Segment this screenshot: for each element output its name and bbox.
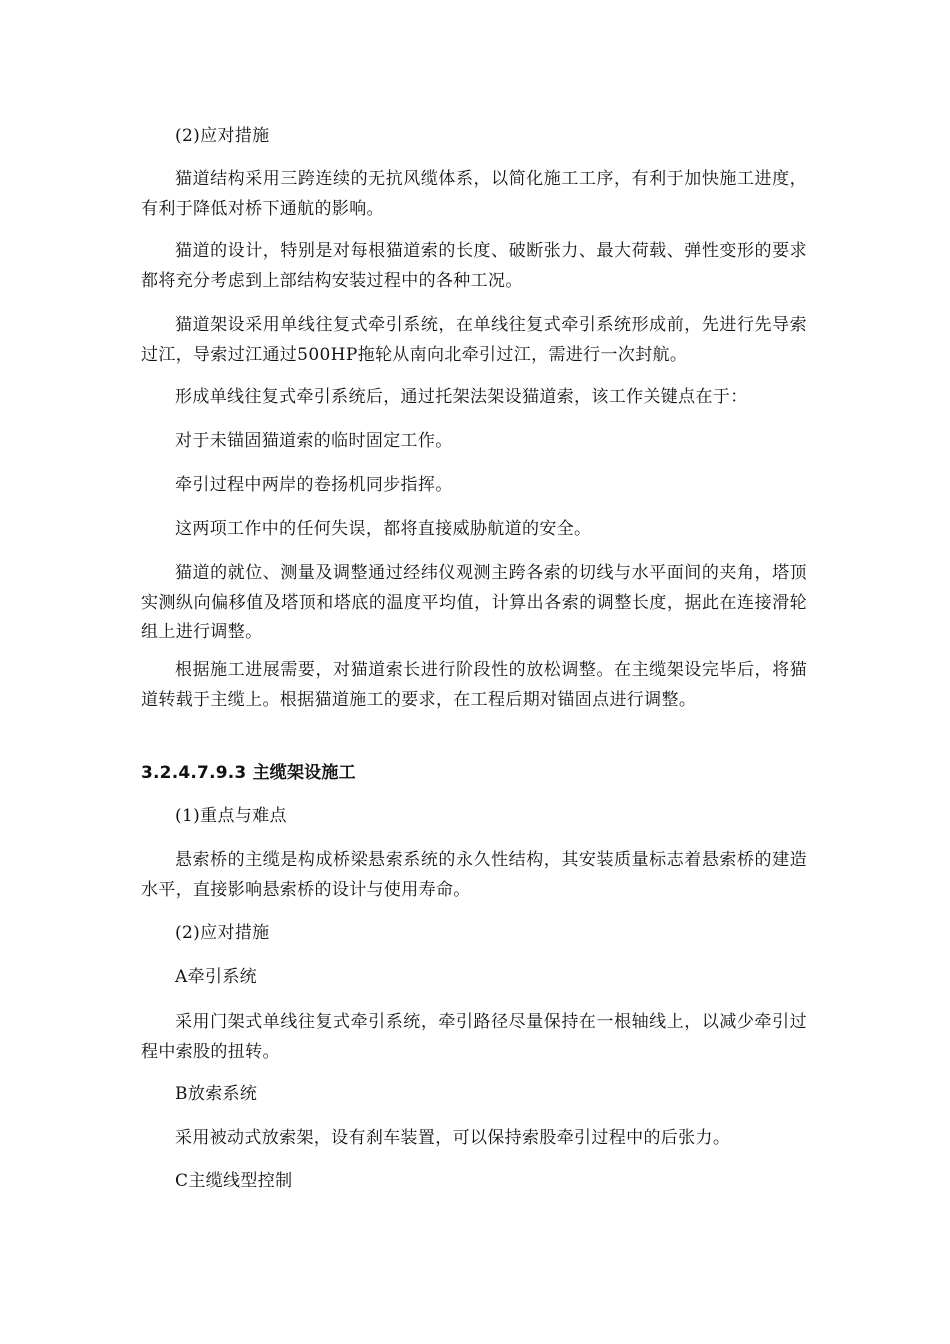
paragraph-unreeling-system: 采用被动式放索架，设有刹车装置，可以保持索股牵引过程中的后张力。 <box>175 1128 731 1148</box>
section-heading-main-cable: 3.2.4.7.9.3 主缆架设施工 <box>141 763 356 783</box>
paragraph-staged-relaxation: 根据施工进展需要，对猫道索长进行阶段性的放松调整。在主缆架设完毕后，将猫道转载于主缆上。根据猫道施工的要求，在工程后期对锚固点进行调整。 <box>141 660 807 710</box>
paragraph-traction-system-title: A牵引系统 <box>175 967 258 987</box>
paragraph-response-measures-2: (2)应对措施 <box>175 923 270 943</box>
paragraph-temporary-fixing: 对于未锚固猫道索的临时固定工作。 <box>175 431 453 451</box>
paragraph-catwalk-erection: 猫道架设采用单线往复式牵引系统，在单线往复式牵引系统形成前，先进行先导索过江，导索过江通过500HP拖轮从南向北牵引过江，需进行一次封航。 <box>141 315 807 365</box>
paragraph-winch-sync: 牵引过程中两岸的卷扬机同步指挥。 <box>175 475 453 495</box>
paragraph-unreeling-system-title: B放索系统 <box>175 1084 258 1104</box>
paragraph-safety-warning: 这两项工作中的任何失误，都将直接威胁航道的安全。 <box>175 519 592 539</box>
paragraph-main-cable-importance: 悬索桥的主缆是构成桥梁悬索系统的永久性结构，其安装质量标志着悬索桥的建造水平，直接影响悬索桥的设计与使用寿命。 <box>141 850 807 900</box>
paragraph-catwalk-adjustment: 猫道的就位、测量及调整通过经纬仪观测主跨各索的切线与水平面间的夹角，塔顶实测纵向偏移值及塔顶和塔底的温度平均值，计算出各索的调整长度，据此在连接滑轮组上进行调整。 <box>141 563 807 642</box>
paragraph-cable-shape-control-title: C主缆线型控制 <box>175 1171 293 1191</box>
paragraph-catwalk-structure: 猫道结构采用三跨连续的无抗风缆体系，以简化施工工序，有利于加快施工进度，有利于降低对桥下通航的影响。 <box>141 169 807 219</box>
paragraph-traction-key-points: 形成单线往复式牵引系统后，通过托架法架设猫道索，该工作关键点在于： <box>175 387 748 407</box>
paragraph-response-measures-1: (2)应对措施 <box>175 126 270 146</box>
paragraph-catwalk-design: 猫道的设计，特别是对每根猫道索的长度、破断张力、最大荷载、弹性变形的要求都将充分考虑到上部结构安装过程中的各种工况。 <box>141 241 807 291</box>
paragraph-key-difficulties: (1)重点与难点 <box>175 806 287 826</box>
paragraph-traction-system: 采用门架式单线往复式牵引系统，牵引路径尽量保持在一根轴线上，以减少牵引过程中索股的扭转。 <box>141 1012 807 1062</box>
